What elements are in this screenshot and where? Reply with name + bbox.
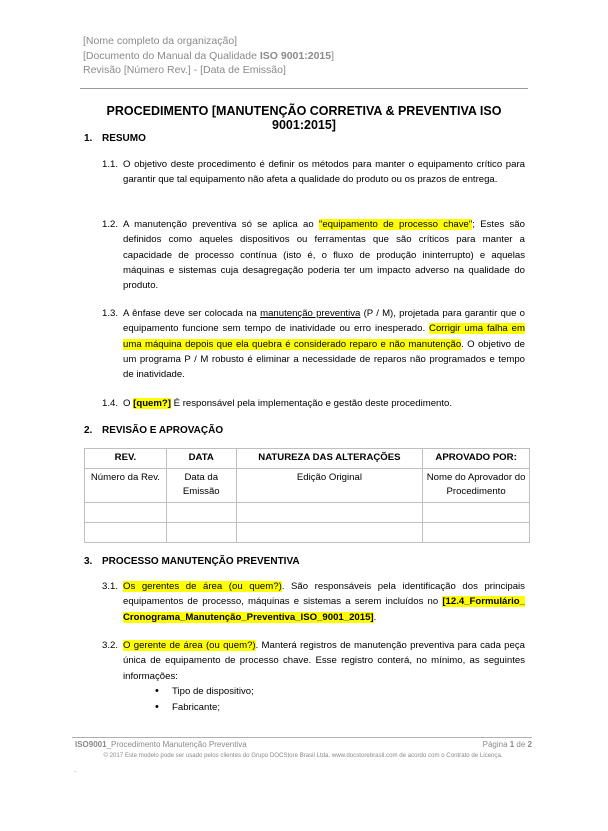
info-bullet-list xyxy=(155,684,254,715)
section-heading-revisao: 2. REVISÃO E APROVAÇÃO xyxy=(84,425,224,436)
revision-table xyxy=(84,448,530,543)
section-heading-processo: 3. PROCESSO MANUTENÇÃO PREVENTIVA xyxy=(84,556,300,567)
paragraph-1-3: 1.3. A ênfase deve ser colocada na manutenção preventiva (P / M), projetada para garantir que o equipamento funcione sem tempo de inatividade ou erro inesperado. Corrigir uma falha em uma máquina depois que ela quebra é considerado reparo e não manutenção. O objetivo de um programa P / M robusto é eliminar a necessidade de reparos não programados e tempo de inatividade. xyxy=(102,308,526,381)
highlight-who: [quem?] xyxy=(133,398,171,409)
page-number: Página 1 de 2 xyxy=(482,740,532,749)
underlined-term: manutenção preventiva xyxy=(260,308,361,319)
header-divider xyxy=(80,88,528,89)
list-item: • Tipo de dispositivo; xyxy=(155,684,254,700)
highlight-repair-note: Corrigir uma falha em uma máquina depois que ela quebra é considerado reparo e não manutenção xyxy=(123,323,525,350)
table-cell: Data da Emissão xyxy=(166,469,236,503)
footer-document-name: ISO9001_Procedimento Manutenção Preventiva xyxy=(75,740,247,749)
list-item: • Fabricante; xyxy=(155,700,254,716)
paragraph-1-1: 1.1. O objetivo deste procedimento é definir os métodos para manter o equipamento crítico para garantir que tal equipamento não afeta a qualidade do produto ou os prazos de entrega. xyxy=(102,159,525,186)
footer-copyright: © 2017 Este modelo pode ser usado pelos clientes do Grupo DOCStore Brasil Ltda. www.docstorebrasil.com de acordo com o Contrato de Licença. xyxy=(103,752,503,759)
footer-divider xyxy=(72,737,532,738)
document-header xyxy=(83,34,334,78)
table-cell xyxy=(236,523,422,543)
paragraph-3-2: 3.2. O gerente de área (ou quem?). Manterá registros de manutenção preventiva para cada peça única de equipamento de processo chave. Esse registro conterá, no mínimo, as seguintes informações: xyxy=(102,640,525,682)
col-header-data: DATA xyxy=(166,449,236,469)
col-header-aprovado: APROVADO POR: xyxy=(423,449,530,469)
highlight-form-reference: [12.4_Formulário_ Cronograma_Manutenção_Preventiva_ISO_9001_2015] xyxy=(123,596,525,623)
table-row xyxy=(85,503,530,523)
table-cell xyxy=(423,523,530,543)
table-cell xyxy=(85,503,167,523)
highlight-key-equipment: "equipamento de processo chave" xyxy=(318,219,473,230)
table-header-row xyxy=(85,449,530,469)
table-row xyxy=(85,523,530,543)
highlight-area-managers: Os gerentes de área (ou quem?) xyxy=(123,581,282,592)
highlight-area-manager: O gerente de área (ou quem?) xyxy=(123,640,256,651)
table-cell: Nome do Aprovador do Procedimento xyxy=(423,469,530,503)
footer-dot: . xyxy=(74,765,77,774)
table-cell: Número da Rev. xyxy=(85,469,167,503)
col-header-rev: REV. xyxy=(85,449,167,469)
table-cell xyxy=(166,503,236,523)
table-cell xyxy=(166,523,236,543)
table-cell xyxy=(85,523,167,543)
table-row xyxy=(85,469,530,503)
paragraph-3-1: 3.1. Os gerentes de área (ou quem?). São responsáveis pela identificação dos principais equipamentos de processo, máquinas e sistemas a serem incluídos no [12.4_Formulário_ Cronograma_Manutenção_Preventiva_ISO_9001_2015]. xyxy=(102,581,525,623)
section-heading-resumo: 1. RESUMO xyxy=(84,133,146,144)
revision-line: Revisão [Número Rev.] - [Data de Emissão] xyxy=(83,64,286,76)
table-cell xyxy=(236,503,422,523)
paragraph-1-2: 1.2. A manutenção preventiva só se aplica ao "equipamento de processo chave"; Estes são definidos como aqueles dispositivos ou ferramentas que são críticos para manter a capacidade de processo contínua (isto é, o fluxo de produção ininterrupto) e aquelas máquinas e sistemas cuja desagregação poderia ter um impacto adverso na qualidade do produto. xyxy=(102,219,525,292)
document-title: PROCEDIMENTO [MANUTENÇÃO CORRETIVA & PREVENTIVA ISO 9001:2015] xyxy=(106,104,502,132)
table-cell xyxy=(423,503,530,523)
organization-name: [Nome completo da organização] xyxy=(83,35,238,47)
manual-reference: [Documento do Manual da Qualidade ISO 9001:2015] xyxy=(83,49,335,62)
paragraph-1-4: 1.4. O [quem?] É responsável pela implementação e gestão deste procedimento. xyxy=(102,398,453,409)
col-header-natureza: NATUREZA DAS ALTERAÇÕES xyxy=(236,449,422,469)
table-cell: Edição Original xyxy=(236,469,422,503)
